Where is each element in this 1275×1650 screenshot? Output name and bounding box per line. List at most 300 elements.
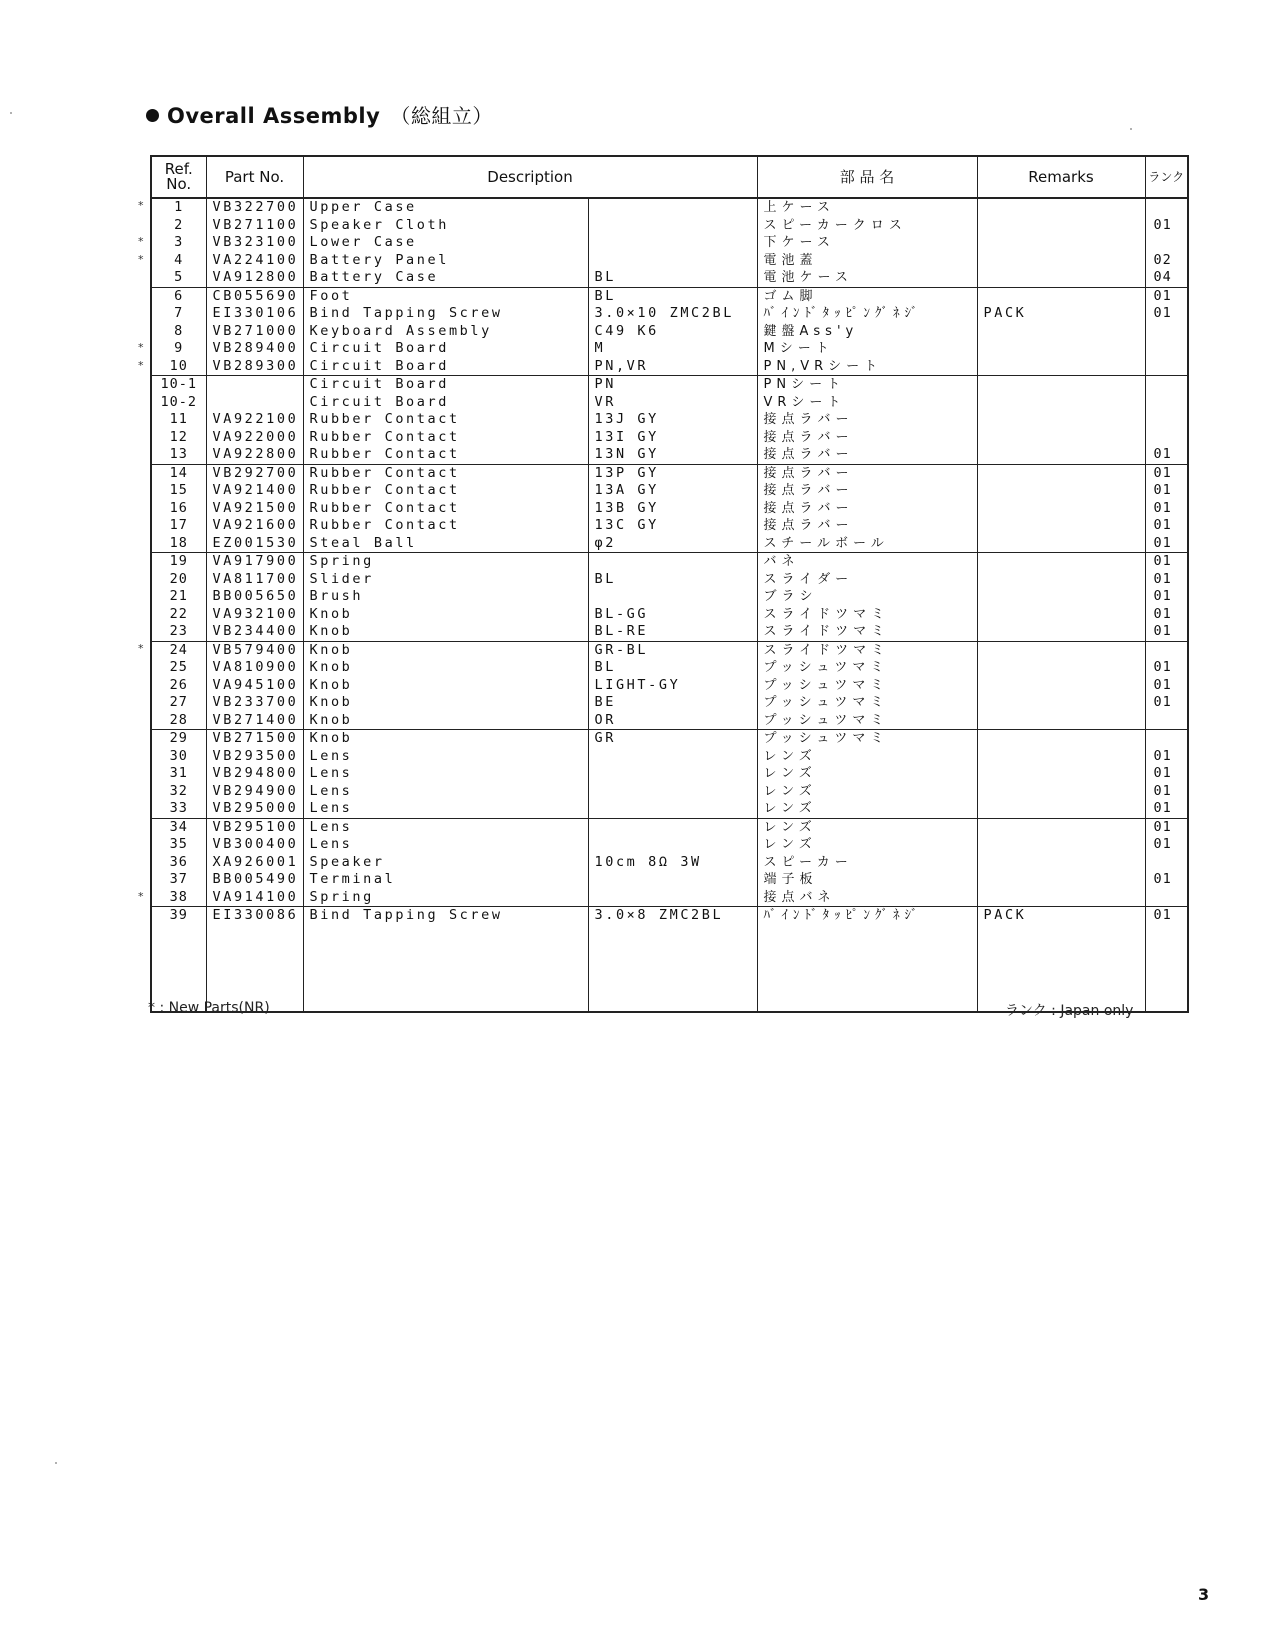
cell-description: Knob [303,712,588,730]
cell-ref-no: 18 [151,535,206,553]
cell-ref-no: 7 [174,305,184,321]
table-row [151,198,1188,217]
cell-japanese-name: レンズ [757,836,977,854]
cell-ref-no: 30 [169,747,188,764]
cell-spec [588,818,757,836]
cell-part-no: BB005490 [206,871,303,889]
cell-ref-no: 3 [174,234,184,250]
cell-rank: 01 [1145,800,1188,818]
cell-ref-no: 27 [169,694,188,710]
cell-spec [588,836,757,854]
cell-spec [588,588,757,606]
cell-remarks [977,765,1145,783]
cell-rank [1145,198,1188,217]
header-remarks: Remarks [977,156,1145,198]
cell-spec: OR [588,712,757,730]
cell-japanese-name: 接点ラバー [757,464,977,482]
table-row [151,748,1188,766]
cell-remarks [977,394,1145,412]
new-part-mark: * [138,199,144,212]
cell-part-no: VB233700 [206,694,303,712]
cell-ref-no: 16 [169,499,188,516]
cell-spec [588,234,757,252]
new-part-mark: * [138,642,144,655]
cell-japanese-name: ゴム脚 [757,287,977,305]
cell-spec [588,553,757,571]
cell-rank: 01 [1145,535,1188,553]
cell-rank: 01 [1145,571,1188,589]
cell-rank: 01 [1145,818,1188,836]
cell-description: Battery Case [303,269,588,287]
cell-spec [588,765,757,783]
cell-ref-no: 2 [174,216,184,233]
cell-rank: 01 [1145,553,1188,571]
cell-ref-no: 15 [169,482,188,498]
cell-part-no: VA922100 [206,411,303,429]
cell-part-no: VB295100 [206,818,303,836]
table-row [151,889,1188,907]
cell-description: Rubber Contact [303,446,588,464]
cell-ref-no: 13 [151,446,206,464]
cell-japanese-name: 下ケース [757,234,977,252]
table-row [151,783,1188,801]
cell-rank: 01 [1145,588,1188,606]
cell-japanese-name: スピーカークロス [757,217,977,235]
cell-rank [1145,889,1188,907]
cell-ref-no: 4 [174,251,184,268]
cell-ref-no: 14 [169,464,188,481]
cell-part-no: VB300400 [206,836,303,854]
new-part-mark: * [138,253,144,266]
cell-rank [1145,641,1188,659]
cell-japanese-name: 接点ラバー [757,446,977,464]
cell-description: Circuit Board [303,394,588,412]
cell-part-no [206,394,303,412]
cell-ref-no: 35 [169,836,188,852]
cell-rank: 01 [1145,677,1188,695]
cell-ref-no: 37 [169,871,188,887]
cell-part-no: VB294900 [206,783,303,801]
table-row [151,323,1188,341]
cell-remarks [977,358,1145,376]
cell-spec: 13J GY [588,411,757,429]
cell-japanese-name: ﾊﾞｲﾝﾄﾞﾀｯﾋﾟﾝｸﾞﾈｼﾞ [757,907,977,925]
cell-spec: BL [588,571,757,589]
cell-remarks [977,234,1145,252]
cell-part-no: VA921400 [206,482,303,500]
cell-part-no: VB294800 [206,765,303,783]
cell-description: Lower Case [303,234,588,252]
cell-remarks [977,694,1145,712]
cell-part-no: EZ001530 [206,535,303,553]
cell-spec: C49 K6 [588,323,757,341]
cell-description: Battery Panel [303,252,588,270]
cell-ref-no: 21 [169,588,188,604]
cell-rank: 04 [1145,269,1188,287]
cell-part-no: EI330106 [206,305,303,323]
cell-spec [588,748,757,766]
cell-description: Bind Tapping Screw [303,907,588,925]
cell-part-no [206,376,303,394]
table-row [151,287,1188,305]
cell-description: Foot [303,287,588,305]
cell-ref-no: 39 [169,907,188,923]
cell-remarks [977,376,1145,394]
cell-japanese-name: 接点バネ [757,889,977,907]
cell-part-no: VB289300 [206,358,303,376]
table-row [151,394,1188,412]
cell-ref-no: 23 [151,623,206,641]
cell-ref-no: 10-2 [160,393,197,410]
cell-rank: 01 [1145,446,1188,464]
table-row [151,517,1188,535]
cell-remarks [977,429,1145,447]
cell-spec [588,198,757,217]
cell-spec: BL-GG [588,606,757,624]
title-japanese: （総組立） [390,104,493,128]
cell-description: Speaker [303,854,588,872]
new-part-mark: * [138,890,144,903]
cell-description: Terminal [303,871,588,889]
cell-japanese-name: スピーカー [757,854,977,872]
title-english: Overall Assembly [167,104,381,128]
cell-spec [588,783,757,801]
cell-ref-no: 34 [169,818,188,835]
cell-description: Bind Tapping Screw [303,305,588,323]
cell-japanese-name: 接点ラバー [757,517,977,535]
cell-remarks [977,623,1145,641]
cell-rank [1145,394,1188,412]
cell-rank: 01 [1145,482,1188,500]
cell-ref-no: 22 [169,605,188,622]
parts-table-body [151,198,1188,1012]
legend-rank: ランク : Japan only [1005,1003,1134,1019]
cell-japanese-name: スライドツマミ [757,641,977,659]
cell-spec: 13I GY [588,429,757,447]
cell-empty [206,925,303,1012]
cell-remarks [977,818,1145,836]
cell-spec: 13P GY [588,464,757,482]
new-part-mark: * [138,341,144,354]
cell-japanese-name: レンズ [757,800,977,818]
cell-remarks [977,748,1145,766]
cell-japanese-name: Mシート [757,340,977,358]
cell-japanese-name: スライダー [757,571,977,589]
cell-japanese-name: 上ケース [757,198,977,217]
table-row [151,606,1188,624]
new-part-mark: * [138,359,144,372]
cell-part-no: BB005650 [206,588,303,606]
bullet-icon [146,109,159,122]
table-row [151,358,1188,376]
cell-remarks [977,269,1145,287]
cell-part-no: VB293500 [206,748,303,766]
cell-description: Knob [303,694,588,712]
cell-description: Lens [303,818,588,836]
cell-spec [588,252,757,270]
cell-japanese-name: 電池ケース [757,269,977,287]
cell-part-no: VA912800 [206,269,303,287]
cell-remarks: PACK [977,907,1145,925]
cell-remarks [977,217,1145,235]
parts-table [150,155,1189,1013]
table-row [151,765,1188,783]
cell-empty [1145,925,1188,1012]
cell-description: Lens [303,836,588,854]
cell-part-no: VB322700 [206,198,303,217]
table-row [151,446,1188,464]
cell-ref-no: 9 [174,340,184,356]
page-number: 3 [1198,1585,1210,1604]
table-row [151,252,1188,270]
header-ref-no: Ref. No. [151,156,206,198]
table-row [151,907,1188,925]
table-row [151,854,1188,872]
cell-description: Lens [303,783,588,801]
cell-ref-no: 38 [151,889,206,907]
cell-spec: 10cm 8Ω 3W [588,854,757,872]
cell-ref-no: 28 [151,712,206,730]
cell-japanese-name: プッシュツマミ [757,712,977,730]
cell-ref-no: 36 [169,853,188,870]
cell-spec: 13B GY [588,500,757,518]
cell-japanese-name: プッシュツマミ [757,730,977,748]
cell-ref-no: 10 [151,358,206,376]
cell-rank: 01 [1145,623,1188,641]
cell-rank: 01 [1145,836,1188,854]
cell-part-no: VB271000 [206,323,303,341]
cell-ref-no: 5 [151,269,206,287]
cell-spec: 3.0×10 ZMC2BL [588,305,757,323]
cell-japanese-name: バネ [757,553,977,571]
cell-description: Knob [303,606,588,624]
cell-remarks [977,871,1145,889]
cell-remarks [977,198,1145,217]
table-row [151,588,1188,606]
cell-part-no: VA917900 [206,553,303,571]
cell-part-no: VB323100 [206,234,303,252]
cell-remarks [977,535,1145,553]
cell-remarks [977,836,1145,854]
cell-part-no: VA921500 [206,500,303,518]
cell-description: Knob [303,659,588,677]
cell-japanese-name: PNシート [757,376,977,394]
cell-japanese-name: レンズ [757,818,977,836]
cell-description: Lens [303,800,588,818]
cell-japanese-name: 接点ラバー [757,429,977,447]
cell-ref-no: 31 [169,765,188,781]
table-row [151,836,1188,854]
cell-ref-no: 11 [169,411,188,427]
new-part-mark: * [138,235,144,248]
cell-spec: BE [588,694,757,712]
cell-japanese-name: プッシュツマミ [757,659,977,677]
page-title [146,100,493,129]
cell-japanese-name: スライドツマミ [757,623,977,641]
cell-remarks: PACK [977,305,1145,323]
table-row [151,482,1188,500]
cell-ref-no: 8 [174,322,184,339]
cell-remarks [977,500,1145,518]
table-row [151,376,1188,394]
cell-spec: BL [588,269,757,287]
cell-ref-no: 19 [169,553,188,569]
cell-remarks [977,323,1145,341]
cell-remarks [977,606,1145,624]
cell-rank: 01 [1145,748,1188,766]
cell-spec: φ2 [588,535,757,553]
cell-description: Slider [303,571,588,589]
table-header-row [151,156,1188,198]
cell-rank [1145,340,1188,358]
table-row [151,659,1188,677]
cell-remarks [977,588,1145,606]
table-row [151,871,1188,889]
cell-description: Keyboard Assembly [303,323,588,341]
cell-part-no: VB271500 [206,730,303,748]
cell-part-no: CB055690 [206,287,303,305]
cell-rank [1145,730,1188,748]
cell-description: Rubber Contact [303,429,588,447]
table-row [151,571,1188,589]
cell-remarks [977,730,1145,748]
cell-spec: PN,VR [588,358,757,376]
cell-japanese-name: 鍵盤Ass'y [757,323,977,341]
cell-remarks [977,800,1145,818]
scan-speck [1130,128,1132,130]
cell-remarks [977,641,1145,659]
cell-spec [588,871,757,889]
cell-rank [1145,234,1188,252]
cell-ref-no: 33 [151,800,206,818]
cell-part-no: VA932100 [206,606,303,624]
cell-remarks [977,659,1145,677]
cell-remarks [977,446,1145,464]
cell-part-no: VA922800 [206,446,303,464]
cell-remarks [977,571,1145,589]
cell-spec: BL [588,287,757,305]
cell-rank: 02 [1145,252,1188,270]
table-row [151,712,1188,730]
cell-japanese-name: 接点ラバー [757,482,977,500]
cell-rank [1145,854,1188,872]
cell-spec: PN [588,376,757,394]
cell-japanese-name: ﾊﾞｲﾝﾄﾞﾀｯﾋﾟﾝｸﾞﾈｼﾞ [757,305,977,323]
cell-remarks [977,553,1145,571]
cell-remarks [977,889,1145,907]
scan-speck [55,1462,57,1464]
table-row [151,623,1188,641]
cell-ref-no: 25 [169,659,188,675]
cell-japanese-name: PN,VRシート [757,358,977,376]
cell-rank [1145,323,1188,341]
cell-spec: M [588,340,757,358]
cell-rank: 01 [1145,694,1188,712]
cell-part-no: VB579400 [206,641,303,659]
cell-japanese-name: スチールボール [757,535,977,553]
header-rank: ランク [1145,156,1188,198]
cell-ref-no: 1 [174,199,184,215]
table-blank-row [151,925,1188,1012]
cell-description: Rubber Contact [303,464,588,482]
cell-spec: GR [588,730,757,748]
cell-ref-no: 29 [169,730,188,746]
cell-description: Speaker Cloth [303,217,588,235]
table-row [151,305,1188,323]
cell-ref-no: 12 [169,428,188,445]
cell-part-no: VA922000 [206,429,303,447]
cell-rank [1145,712,1188,730]
table-row [151,234,1188,252]
cell-rank: 01 [1145,871,1188,889]
cell-part-no: VB295000 [206,800,303,818]
cell-empty [757,925,977,1012]
cell-spec: 13N GY [588,446,757,464]
cell-description: Upper Case [303,198,588,217]
cell-spec: BL-RE [588,623,757,641]
cell-rank [1145,429,1188,447]
cell-empty [588,925,757,1012]
cell-japanese-name: VRシート [757,394,977,412]
cell-description: Rubber Contact [303,482,588,500]
cell-spec [588,889,757,907]
cell-empty [151,925,206,1012]
cell-part-no: VB271400 [206,712,303,730]
cell-rank: 01 [1145,517,1188,535]
cell-remarks [977,517,1145,535]
cell-part-no: VA914100 [206,889,303,907]
legend-new-parts: * : New Parts(NR) [148,1000,270,1016]
cell-ref-no: 10-1 [160,376,197,392]
cell-ref-no: 32 [169,782,188,799]
table-row [151,730,1188,748]
cell-description: Rubber Contact [303,517,588,535]
table-row [151,818,1188,836]
cell-description: Circuit Board [303,358,588,376]
cell-description: Knob [303,677,588,695]
table-row [151,535,1188,553]
cell-description: Circuit Board [303,376,588,394]
header-part-no: Part No. [206,156,303,198]
cell-description: Lens [303,748,588,766]
cell-part-no: VB292700 [206,464,303,482]
cell-part-no: EI330086 [206,907,303,925]
cell-japanese-name: スライドツマミ [757,606,977,624]
cell-ref-no: 20 [169,570,188,587]
cell-japanese-name: レンズ [757,765,977,783]
cell-spec: 13A GY [588,482,757,500]
cell-japanese-name: 端子板 [757,871,977,889]
cell-rank: 01 [1145,217,1188,235]
cell-japanese-name: 接点ラバー [757,411,977,429]
table-row [151,269,1188,287]
cell-remarks [977,482,1145,500]
cell-japanese-name: プッシュツマミ [757,677,977,695]
cell-description: Knob [303,730,588,748]
cell-description: Rubber Contact [303,500,588,518]
cell-rank: 01 [1145,464,1188,482]
cell-japanese-name: ブラシ [757,588,977,606]
cell-remarks [977,252,1145,270]
header-description: Description [303,156,757,198]
cell-japanese-name: 電池蓋 [757,252,977,270]
table-row [151,641,1188,659]
cell-part-no: VB234400 [206,623,303,641]
cell-rank: 01 [1145,606,1188,624]
cell-rank [1145,376,1188,394]
cell-part-no: XA926001 [206,854,303,872]
cell-spec: VR [588,394,757,412]
